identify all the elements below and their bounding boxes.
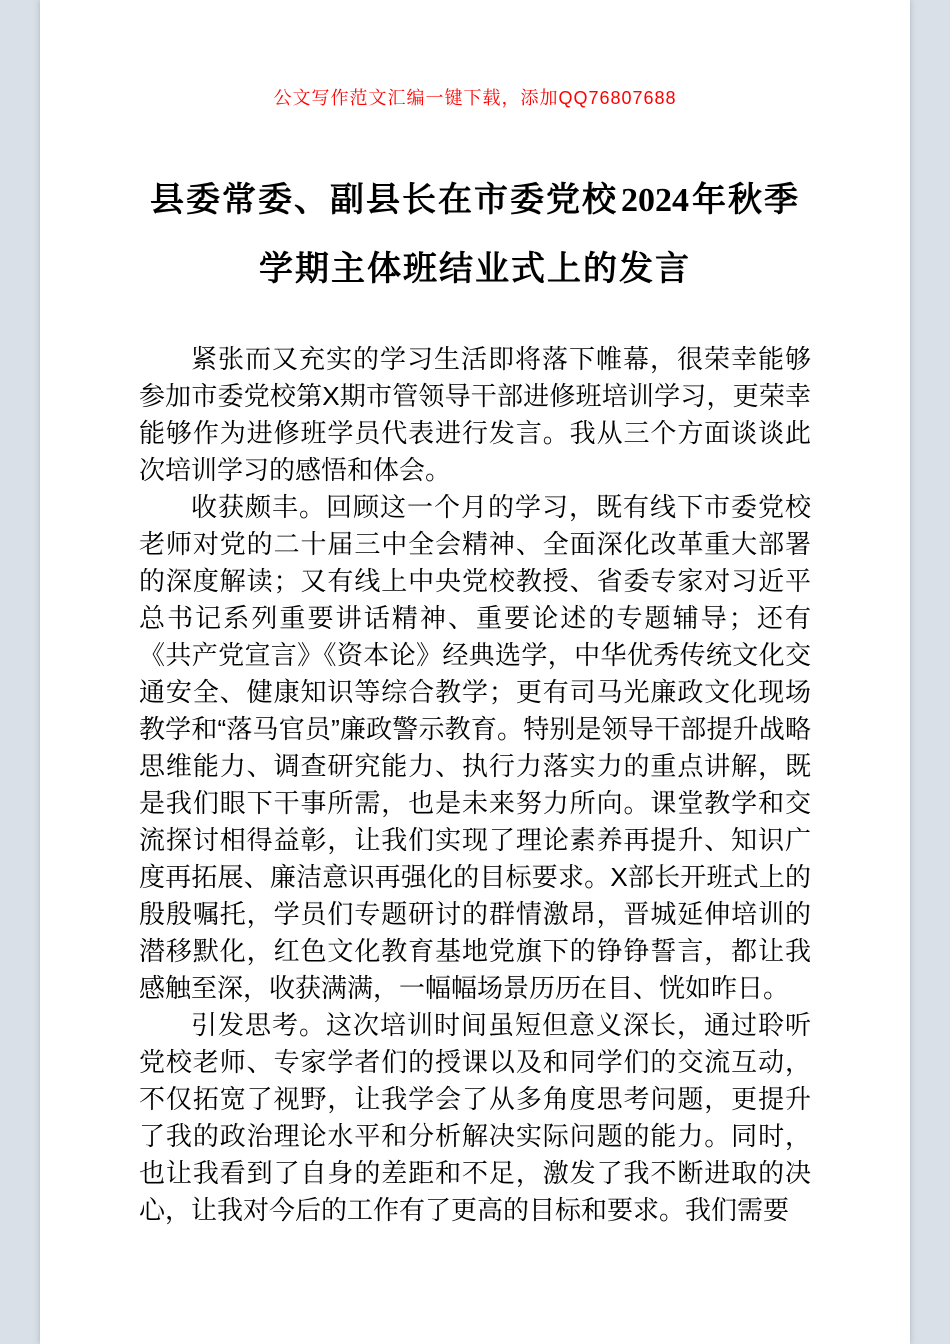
title-line-1-suffix: 年秋季 [692, 181, 800, 219]
title-year: 2024 [621, 182, 689, 219]
title-line-2: 学期主体班结业式上的发言 [259, 250, 691, 288]
title-line-1-prefix: 县委常委、副县长在市委党校 [150, 181, 618, 219]
document-title [40, 166, 910, 303]
document-body [139, 341, 811, 1229]
title-line-1 [40, 166, 910, 235]
paragraph-gains: 收获颇丰。回顾这一个月的学习，既有线下市委党校老师对党的二十届三中全会精神、全面深化改革重大部署的深度解读；又有线上中央党校教授、省委专家对习近平总书记系列重要讲话精神、重要论述的专题辅导；还有《共产党宣言》《资本论》经典选学，中华优秀传统文化交通安全、健康知识等综合教学；更有司马光廉政文化现场教学和“落马官员”廉政警示教育。特别是领导干部提升战略思维能力、调查研究能力、执行力落实力的重点讲解，既是我们眼下干事所需，也是未来努力所向。课堂教学和交流探讨相得益彰，让我们实现了理论素养再提升、知识广度再拓展、廉洁意识再强化的目标要求。X部长开班式上的殷殷嘱托，学员们专题研讨的群情激昂，晋城延伸培训的潜移默化，红色文化教育基地党旗下的铮铮誓言，都让我感触至深，收获满满，一幅幅场景历历在目、恍如昨日。 [139, 492, 811, 1003]
document-page [40, 0, 910, 1344]
paragraph-intro: 紧张而又充实的学习生活即将落下帷幕，很荣幸能够参加市委党校第X期市管领导干部进修班培训学习，更荣幸能够作为进修班学员代表进行发言。我从三个方面谈谈此次培训学习的感悟和体会。 [139, 344, 811, 485]
promo-notice-text: 公文写作范文汇编一键下载，添加QQ76807688 [273, 88, 677, 108]
paragraph-reflection: 引发思考。这次培训时间虽短但意义深长，通过聆听党校老师、专家学者们的授课以及和同学们的交流互动，不仅拓宽了视野，让我学会了从多角度思考问题，更提升了我的政治理论水平和分析解决实际问题的能力。同时，也让我看到了自身的差距和不足，激发了我不断进取的决心，让我对今后的工作有了更高的目标和要求。我们需要 [139, 1010, 811, 1225]
